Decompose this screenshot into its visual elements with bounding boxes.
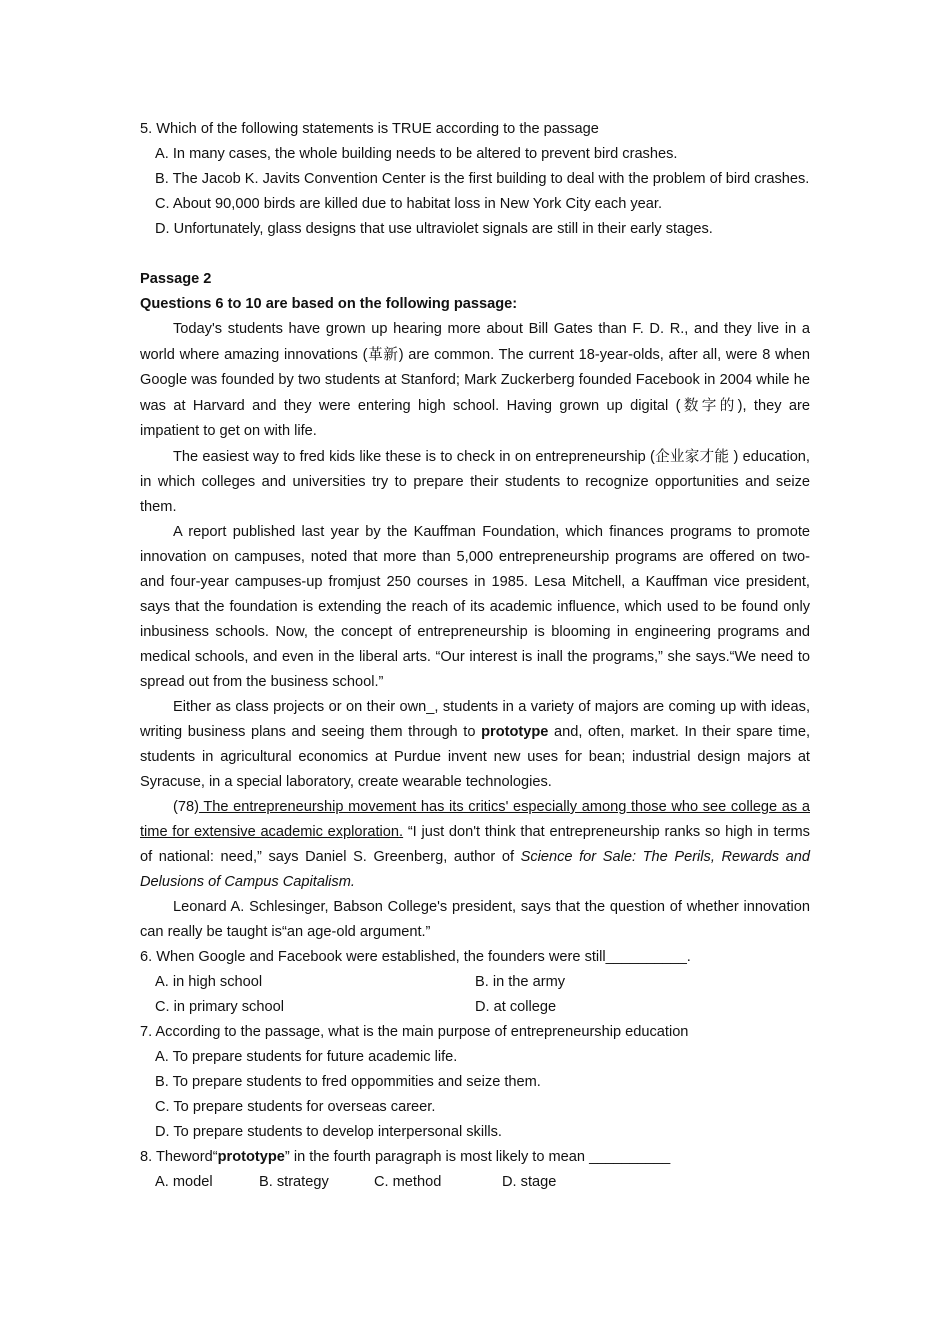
underlined-sentence: The entrepreneurship movement has its critics' especially among those who see college as a time for extensive academic exploration. bbox=[140, 799, 810, 840]
q8-option-b: B. strategy bbox=[259, 1174, 329, 1190]
q5-option-d: D. Unfortunately, glass designs that use ultraviolet signals are still in their early stages. bbox=[155, 221, 713, 237]
q5-option-a: A. In many cases, the whole building needs to be altered to prevent bird crashes. bbox=[155, 146, 678, 162]
passage-paragraph-2: The easiest way to fred kids like these is to check in on entrepreneurship (企业家才能 ) education, in which colleges and universities try to prepare their students to recognize opportunities and seize them. bbox=[140, 448, 810, 515]
q6-stem: 6. When Google and Facebook were established, the founders were still__________. bbox=[140, 949, 691, 965]
document-page bbox=[140, 117, 810, 1195]
book-title: Science for Sale: The Perils, Rewards and Delusions of Campus Capitalism. bbox=[140, 849, 811, 890]
q6-option-d: D. at college bbox=[475, 999, 557, 1015]
q5-option-c: C. About 90,000 birds are killed due to habitat loss in New York City each year. bbox=[155, 196, 663, 212]
passage-paragraph-3: A report published last year by the Kauffman Foundation, which finances programs to promote innovation on campuses, noted that more than 5,000 entrepreneurship programs are offered on two- and four-year campuses-up fromjust 250 courses in 1985. Lesa Mitchell, a Kauffman vice president, says that the foundation is extending the reach of its academic influence, which used to be found only inbusiness schools. Now, the concept of entrepreneurship is blooming in engineering programs and medical schools, and even in the liberal arts. “Our interest is inall the programs,” she says.“We need to spread out from the business school.” bbox=[140, 524, 810, 690]
q7-stem: 7. According to the passage, what is the main purpose of entrepreneurship education bbox=[140, 1024, 689, 1040]
q6-option-a: A. in high school bbox=[155, 974, 263, 990]
q7-option-b: B. To prepare students to fred oppommities and seize them. bbox=[155, 1074, 541, 1090]
passage-intro: Questions 6 to 10 are based on the following passage: bbox=[140, 296, 518, 312]
spacer bbox=[140, 242, 810, 267]
q7-option-c: C. To prepare students for overseas career. bbox=[155, 1099, 436, 1115]
q8-option-a: A. model bbox=[155, 1174, 213, 1190]
passage-title: Passage 2 bbox=[140, 271, 212, 287]
passage-paragraph-1: Today's students have grown up hearing more about Bill Gates than F. D. R., and they live in a world where amazing innovations (革新) are common. The current 18-year-olds, after all, were 8 when Google was founded by two students at Stanford; Mark Zuckerberg founded Facebook in 2004 while he was at Harvard and they were entering high school. Having grown up digital (数字的), they are impatient to get on with life. bbox=[140, 321, 810, 439]
passage-paragraph-6: Leonard A. Schlesinger, Babson College's president, says that the question of whether innovation can really be taught is“an age-old argument.” bbox=[140, 899, 810, 940]
q5-stem: 5. Which of the following statements is TRUE according to the passage bbox=[140, 121, 599, 137]
q6-options-row-2 bbox=[140, 995, 810, 1020]
keyword-prototype: prototype bbox=[481, 724, 549, 740]
q6-option-b: B. in the army bbox=[475, 974, 566, 990]
q7-option-a: A. To prepare students for future academic life. bbox=[155, 1049, 458, 1065]
q5-option-b: B. The Jacob K. Javits Convention Center is the first building to deal with the problem of bird crashes. bbox=[155, 171, 810, 187]
q8-option-c: C. method bbox=[374, 1174, 442, 1190]
q8-option-d: D. stage bbox=[502, 1174, 557, 1190]
passage-paragraph-5: (78) The entrepreneurship movement has its critics' especially among those who see college as a time for extensive academic exploration. “I just don't think that entrepreneurship ranks so high in terms of national: need,” says Daniel S. Greenberg, author of Science for Sale: The Perils, Rewards and Delusions of Campus Capitalism. bbox=[140, 799, 811, 890]
q7-option-d: D. To prepare students to develop interpersonal skills. bbox=[155, 1124, 502, 1140]
q6-options-row-1 bbox=[140, 970, 810, 995]
q6-option-c: C. in primary school bbox=[155, 999, 284, 1015]
q8-options-row bbox=[140, 1170, 810, 1195]
q8-stem: 8. Theword“prototype” in the fourth paragraph is most likely to mean __________ bbox=[140, 1149, 671, 1165]
passage-paragraph-4: Either as class projects or on their own_, students in a variety of majors are coming up with ideas, writing business plans and seeing them through to prototype and, often, market. In their spare time, students in agricultural economics at Purdue invent new uses for bean; industrial design majors at Syracuse, in a special laboratory, create wearable technologies. bbox=[140, 699, 810, 790]
